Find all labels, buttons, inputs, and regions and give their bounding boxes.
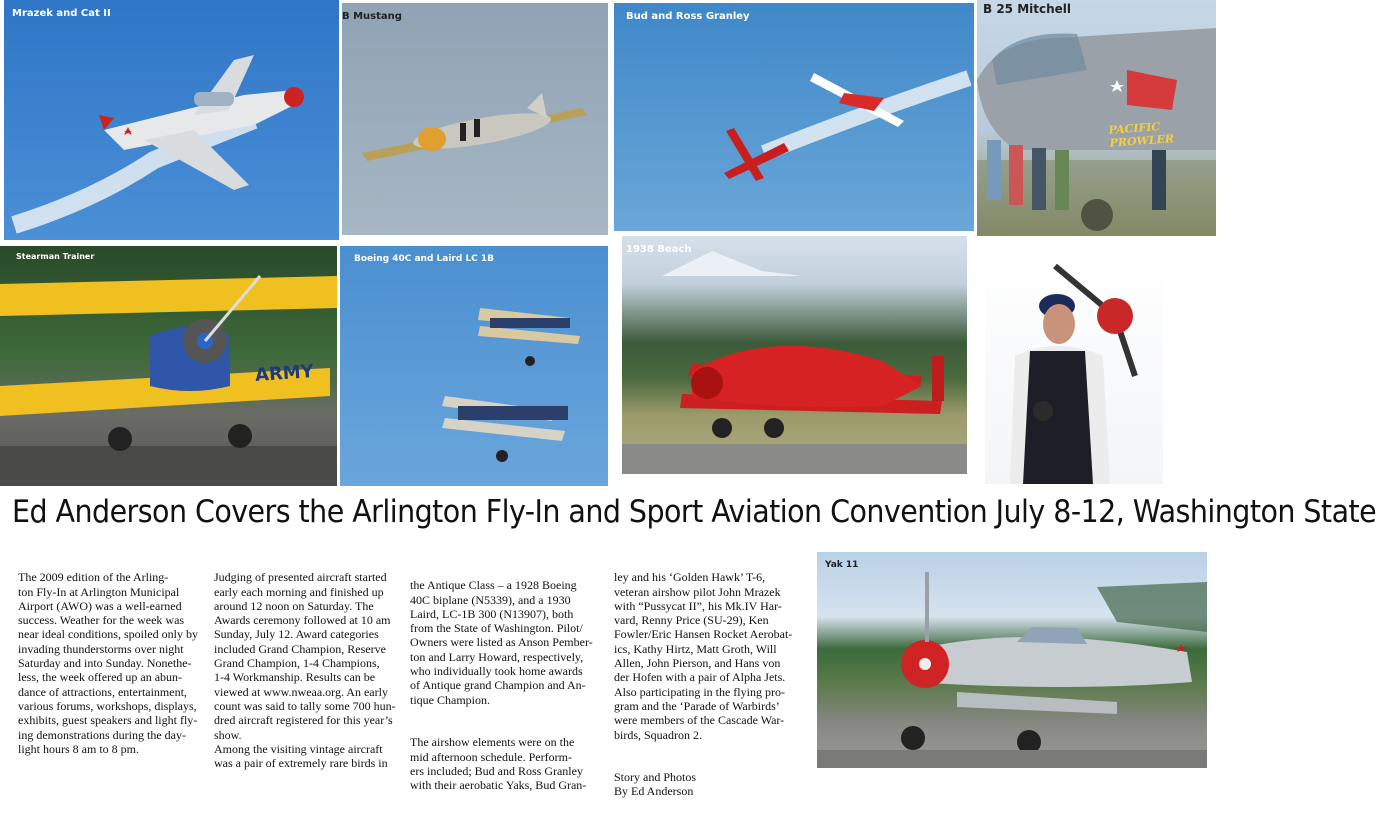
- staggerwing-illustration: [622, 236, 967, 474]
- article-headline: Ed Anderson Covers the Arlington Fly-In and Sport Aviation Convention July 8-12, Washington State: [12, 494, 1376, 530]
- photo-1938-beach: [622, 236, 967, 474]
- photo-caption: B Mustang: [342, 11, 402, 22]
- paragraph: Judging of presented aircraft started early each morning and finished up around 12 noon on Saturday. The Awards ceremony followed at 10 am Sunday, July 12. Award categories included Grand Champion, Reserve Grand Champion, 1-4 Champions, 1-4 Workmanship. Results can be viewed at www.nweaa.org. An early count was said to tally some 700 hun- dred aircraft registered for this year’s show. Among the visiting vintage aircraft was a pair of extremely rare birds in: [214, 570, 396, 771]
- photo-caption: Stearman Trainer: [16, 252, 95, 261]
- photo-boeing-40c-laird: [340, 246, 608, 486]
- byline: Story and Photos By Ed Anderson: [614, 770, 697, 799]
- photo-caption: Boeing 40C and Laird LC 1B: [354, 254, 495, 264]
- nose-art-text: PACIFIC PROWLER: [1108, 120, 1175, 150]
- paragraph: The airshow elements were on the mid afternoon schedule. Perform- ers included; Bud and Ross Granley with their aerobatic Yaks, Bud Gran-: [410, 735, 587, 793]
- photo-caption: Mrazek and Cat II: [12, 8, 111, 19]
- photo-b25-mitchell: [977, 0, 1216, 236]
- photo-caption: Yak 11: [825, 560, 859, 570]
- yak-11-illustration: [817, 552, 1207, 768]
- photo-mrazek-cat-ii: [4, 0, 339, 240]
- article-column-2: [214, 556, 404, 799]
- photo-stearman-trainer: [0, 246, 337, 486]
- photo-photographer: [985, 246, 1163, 484]
- wing-marking-text: ARMY: [254, 360, 315, 387]
- paragraph: ley and his ‘Golden Hawk’ T-6, veteran airshow pilot John Mrazek with “Pussycat II”, his Mk.IV Har- vard, Renny Price (SU-29), Ken Fowler/Eric Hansen Rocket Aerobat- ics, Kathy Hirtz, Matt Groth, Will Allen, John Pierson, and Hans von der Hofen with a pair of Alpha Jets. Also participating in the flying pro- gram and the ‘Parade of Warbirds’ were members of the Cascade War- birds, Squadron 2.: [614, 570, 793, 742]
- article-column-3: [410, 564, 602, 821]
- article-column-1: [18, 556, 208, 784]
- photo-bud-ross-granley: [614, 3, 974, 231]
- photo-caption: B 25 Mitchell: [983, 2, 1072, 16]
- article-column-4: [614, 556, 812, 827]
- photographer-illustration: [985, 246, 1163, 484]
- paragraph: The 2009 edition of the Arling- ton Fly-In at Arlington Municipal Airport (AWO) was a well-earned success. Weather for the week was near ideal conditions, spoiled only by invading thunderstorms over night Saturday and into Sunday. Nonethe- less, the week offered up an abun- dance of attractions, entertainment, various forums, workshops, displays, exhibits, guest speakers and light fly- ing demonstrations during the day- light hours 8 am to 8 pm.: [18, 570, 198, 756]
- photo-caption: Bud and Ross Granley: [626, 11, 750, 22]
- photo-caption: 1938 Beach: [626, 244, 692, 255]
- paragraph: the Antique Class – a 1928 Boeing 40C biplane (N5339), and a 1930 Laird, LC-1B 300 (N13907), both from the State of Washington. Pilot/ Owners were listed as Anson Pember- ton and Larry Howard, respectively, who individually took home awards of Antique grand Champion and An- tique Champion.: [410, 578, 593, 707]
- photo-yak-11: [817, 552, 1207, 768]
- photo-b-mustang: [342, 3, 608, 235]
- vintage-biplanes-illustration: [340, 246, 608, 486]
- yak-airplane-illustration: [4, 0, 339, 240]
- mustang-airplane-illustration: [342, 3, 608, 235]
- aerobatic-yaks-illustration: [614, 3, 974, 231]
